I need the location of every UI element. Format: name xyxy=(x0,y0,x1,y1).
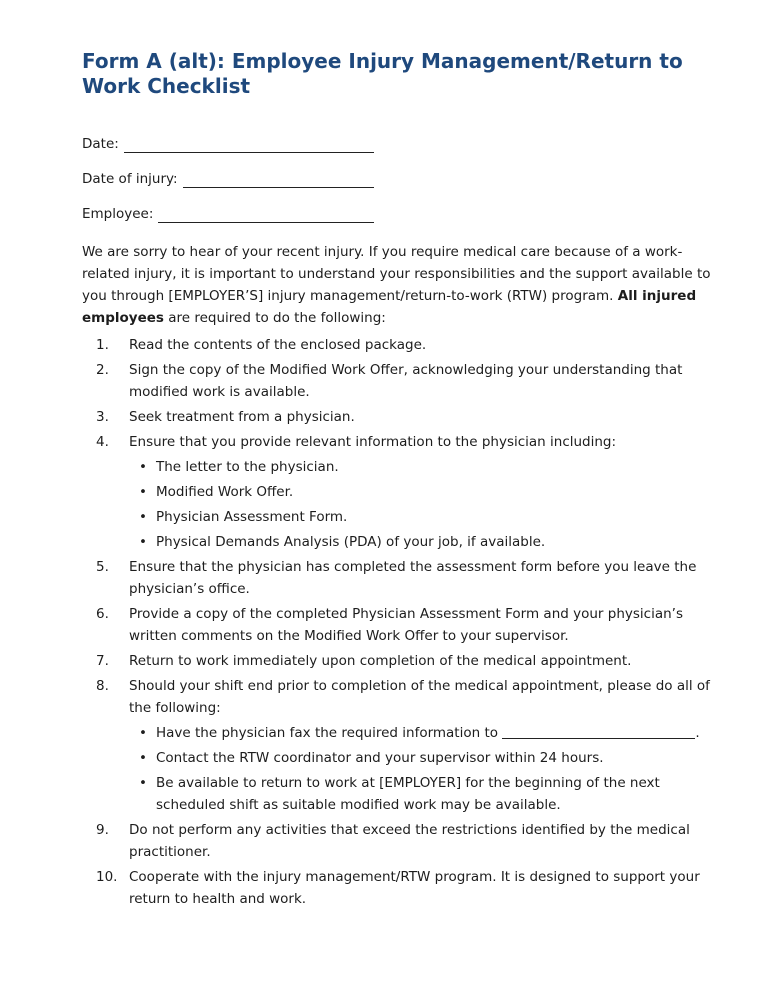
bullet-icon: • xyxy=(139,509,147,525)
list-item-text: Provide a copy of the completed Physician Assessment Form and your physician’s written comments on the Modified Work Offer to your supervisor. xyxy=(129,606,683,644)
list-item-text: Read the contents of the enclosed package. xyxy=(129,337,427,353)
date-of-injury-label: Date of injury: xyxy=(82,171,178,187)
list-item-number: 3. xyxy=(96,409,109,425)
bullet-text: Be available to return to work at [EMPLOYER] for the beginning of the next scheduled shift as suitable modified work may be available. xyxy=(156,775,660,813)
checklist xyxy=(82,334,728,910)
list-item-8 xyxy=(82,675,728,816)
bullet-text: The letter to the physician. xyxy=(156,459,339,475)
bullet-text: Contact the RTW coordinator and your supervisor within 24 hours. xyxy=(156,750,604,766)
list-item-number: 5. xyxy=(96,559,109,575)
list-item-9 xyxy=(82,819,728,863)
page-title: Form A (alt): Employee Injury Management/Return to Work Checklist xyxy=(82,49,683,98)
employee-blank-line[interactable] xyxy=(158,203,374,223)
date-field xyxy=(82,133,374,155)
intro-text-1: We are sorry to hear of your recent injury. If you require medical care because of a work-related injury, it is important to understand your responsibilities and the support available to you through [EMPLOYER’S] injury management/return-to-work (RTW) program. xyxy=(82,244,711,304)
bullet-item xyxy=(129,506,728,528)
bullet-text: Modified Work Offer. xyxy=(156,484,294,500)
sub-bullet-list xyxy=(129,456,728,553)
fax-number-blank-line[interactable] xyxy=(502,727,695,739)
bullet-item xyxy=(129,456,728,478)
bullet-text: Physical Demands Analysis (PDA) of your job, if available. xyxy=(156,534,546,550)
list-item-1 xyxy=(82,334,728,356)
list-item-number: 6. xyxy=(96,606,109,622)
bullet-text: Physician Assessment Form. xyxy=(156,509,348,525)
list-item-text: Ensure that the physician has completed the assessment form before you leave the physician’s office. xyxy=(129,559,697,597)
list-item-text: Seek treatment from a physician. xyxy=(129,409,355,425)
list-item-3 xyxy=(82,406,728,428)
bullet-icon: • xyxy=(139,750,147,766)
list-item-number: 2. xyxy=(96,362,109,378)
sub-bullet-list xyxy=(129,722,728,816)
list-item-number: 4. xyxy=(96,434,109,450)
bullet-item xyxy=(129,722,728,744)
list-item-7 xyxy=(82,650,728,672)
intro-text-2: are required to do the following: xyxy=(163,310,386,326)
date-of-injury-blank-line[interactable] xyxy=(183,168,374,188)
list-item-number: 1. xyxy=(96,337,109,353)
bullet-icon: • xyxy=(139,534,147,550)
bullet-item xyxy=(129,747,728,769)
bullet-icon: • xyxy=(139,459,147,475)
intro-paragraph xyxy=(82,241,724,329)
bullet-icon: • xyxy=(139,725,147,741)
list-item-text: Ensure that you provide relevant information to the physician including: xyxy=(129,434,617,450)
date-of-injury-field xyxy=(82,168,374,190)
intro-bold-text: All injured employees xyxy=(82,288,697,326)
bullet-text-after-blank: . xyxy=(695,725,700,741)
list-item-number: 8. xyxy=(96,678,109,694)
list-item-text: Do not perform any activities that exceed the restrictions identified by the medical practitioner. xyxy=(129,822,690,860)
list-item-4 xyxy=(82,431,728,553)
list-item-5 xyxy=(82,556,728,600)
bullet-item xyxy=(129,481,728,503)
bullet-icon: • xyxy=(139,775,147,791)
bullet-item xyxy=(129,531,728,553)
list-item-text: Should your shift end prior to completion of the medical appointment, please do all of the following: xyxy=(129,678,710,716)
list-item-number: 9. xyxy=(96,822,109,838)
bullet-text-before-blank: Have the physician fax the required information to xyxy=(156,725,503,741)
list-item-text: Return to work immediately upon completion of the medical appointment. xyxy=(129,653,632,669)
date-blank-line[interactable] xyxy=(124,133,374,153)
bullet-item xyxy=(129,772,728,816)
list-item-10 xyxy=(82,866,728,910)
list-item-number: 7. xyxy=(96,653,109,669)
list-item-number: 10. xyxy=(96,869,118,885)
header-fields xyxy=(82,133,728,225)
list-item-2 xyxy=(82,359,728,403)
list-item-6 xyxy=(82,603,728,647)
date-label: Date: xyxy=(82,136,119,152)
employee-label: Employee: xyxy=(82,206,154,222)
bullet-icon: • xyxy=(139,484,147,500)
list-item-text: Sign the copy of the Modified Work Offer, acknowledging your understanding that modified work is available. xyxy=(129,362,683,400)
list-item-text: Cooperate with the injury management/RTW program. It is designed to support your return to health and work. xyxy=(129,869,700,907)
employee-field xyxy=(82,203,374,225)
